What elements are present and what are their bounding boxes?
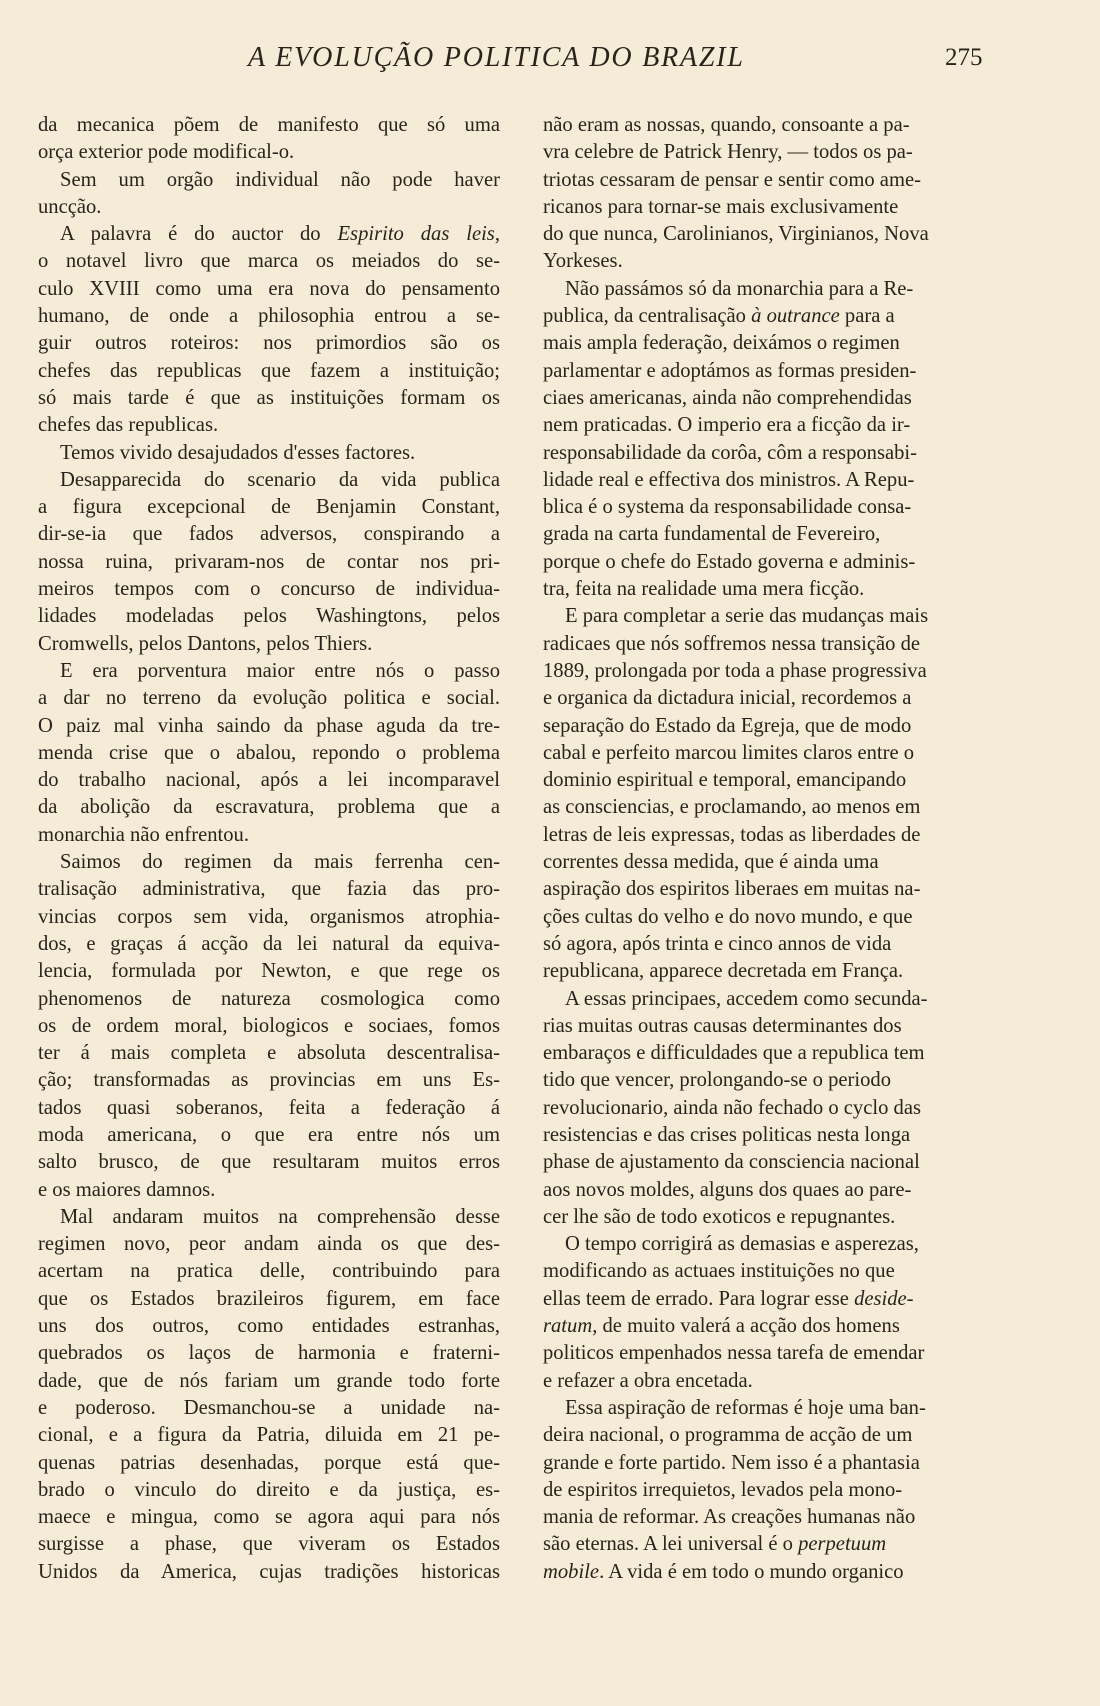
text-line: Desapparecida do scenario da vida publica — [60, 468, 500, 491]
text-line: cer lhe são de todo exoticos e repugnantes. — [543, 1205, 896, 1228]
text-line: Não passámos só da monarchia para a Re- — [565, 277, 914, 300]
text-line: phenomenos de natureza cosmologica como — [38, 987, 500, 1010]
text-line: que os Estados brazileiros figurem, em face — [38, 1287, 500, 1310]
text-line: cabal e perfeito marcou limites claros entre o — [543, 741, 915, 764]
text-line: cional, e a figura da Patria, diluida em 21 pe- — [38, 1424, 500, 1447]
text-line: e refazer a obra encetada. — [543, 1369, 753, 1392]
text-line: ciaes americanas, ainda não comprehendidas — [543, 386, 912, 409]
page-header — [0, 42, 1100, 82]
text-line: grande e forte partido. Nem isso é a phantasia — [543, 1451, 920, 1474]
text-line: parlamentar e adoptámos as formas presiden- — [543, 359, 917, 382]
text-line: de espiritos irrequietos, levados pela mono- — [543, 1478, 903, 1501]
text-line: Yorkeses. — [543, 250, 623, 273]
text-line: E para completar a serie das mudanças mais — [565, 605, 929, 628]
text-line: embaraços e difficuldades que a republica tem — [543, 1042, 925, 1065]
text-line: dos, e graças á acção da lei natural da equiva- — [38, 932, 500, 955]
text-line: e poderoso. Desmanchou-se a unidade na- — [38, 1396, 500, 1419]
text-line: surgisse a phase, que viveram os Estados — [38, 1533, 500, 1556]
text-line: aos novos moldes, alguns dos quaes ao pare- — [543, 1178, 912, 1201]
text-line: a figura excepcional de Benjamin Constant, — [38, 496, 500, 519]
text-line: separação do Estado da Egreja, que de modo — [543, 714, 912, 737]
page-number: 275 — [945, 44, 983, 71]
text-line: tados quasi soberanos, feita a federação á — [38, 1096, 500, 1119]
text-line: da mecanica põem de manifesto que só uma — [38, 114, 500, 136]
text-line: monarchia não enfrentou. — [38, 823, 249, 846]
text-line: quebrados os laços de harmonia e fraterni- — [38, 1342, 500, 1365]
text-line: Mal andaram muitos na comprehensão desse — [60, 1205, 500, 1228]
text-line: e os maiores damnos. — [38, 1178, 216, 1201]
text-line: guir outros roteiros: nos primordios são os — [38, 332, 500, 355]
text-line: do trabalho nacional, após a lei incomparavel — [38, 769, 500, 792]
text-line: A palavra é do auctor do Espirito das leis, — [60, 223, 500, 246]
text-line: Essa aspiração de reformas é hoje uma ban- — [565, 1396, 926, 1419]
text-line: letras de leis expressas, todas as liberdades de — [543, 823, 921, 846]
text-line: politicos empenhados nessa tarefa de emendar — [543, 1342, 925, 1365]
text-line: dade, que de nós fariam um grande todo forte — [38, 1369, 500, 1392]
text-line: phase de ajustamento da consciencia nacional — [543, 1151, 920, 1174]
text-line: moda americana, o que era entre nós um — [38, 1123, 500, 1146]
text-line: mania de reformar. As creações humanas não — [543, 1506, 916, 1529]
text-line: triotas cessaram de pensar e sentir como ame- — [543, 168, 921, 191]
text-line: 1889, prolongada por toda a phase progressiva — [543, 659, 927, 682]
text-line: lidades modeladas pelos Washingtons, pelos — [38, 605, 500, 628]
text-line: responsabilidade da corôa, côm a responsabi- — [543, 441, 917, 464]
text-line: mais ampla federação, deixámos o regimen — [543, 332, 900, 355]
text-line: grada na carta fundamental de Fevereiro, — [543, 523, 881, 546]
text-line: vincias corpos sem vida, organismos atrophia- — [38, 905, 500, 928]
text-line: mobile. A vida é em todo o mundo organico — [543, 1560, 904, 1583]
text-line: correntes dessa medida, que é ainda uma — [543, 851, 879, 874]
text-line: maece e mingua, como se agora aqui para nós — [38, 1506, 500, 1529]
text-line: E era porventura maior entre nós o passo — [60, 659, 500, 682]
text-line: salto brusco, de que resultaram muitos erros — [38, 1151, 500, 1174]
right-text-column — [543, 112, 1013, 1586]
left-text-column — [38, 112, 500, 1586]
text-line: Temos vivido desajudados d'esses factores. — [60, 441, 416, 464]
text-line: brado o vinculo do direito e da justiça, es- — [38, 1478, 500, 1501]
text-line: culo XVIII como uma era nova do pensamento — [38, 277, 500, 300]
text-line: humano, de onde a philosophia entrou a se- — [38, 305, 500, 328]
text-line: quenas patrias desenhadas, porque está que- — [38, 1451, 500, 1474]
text-line: o notavel livro que marca os meiados do se- — [38, 250, 500, 273]
text-line: modificando as actuaes instituições no que — [543, 1260, 895, 1283]
text-line: Saimos do regimen da mais ferrenha cen- — [60, 851, 500, 874]
text-line: nossa ruina, privaram-nos de contar nos pri- — [38, 550, 500, 573]
text-line: nem praticadas. O imperio era a ficção da ir- — [543, 414, 911, 437]
text-line: meiros tempos com o concurso de individua- — [38, 578, 500, 601]
text-line: a dar no terreno da evolução politica e social. — [38, 687, 500, 710]
text-line: resistencias e das crises politicas nesta longa — [543, 1123, 911, 1146]
text-line: deira nacional, o programma de acção de um — [543, 1424, 913, 1447]
text-line: da abolição da escravatura, problema que a — [38, 796, 500, 819]
text-line: menda crise que o abalou, repondo o problema — [38, 741, 500, 764]
text-line: uncção. — [38, 195, 102, 218]
text-line: lencia, formulada por Newton, e que rege os — [38, 960, 500, 983]
text-line: ratum, de muito valerá a acção dos homens — [543, 1315, 900, 1338]
text-line: ellas teem de errado. Para lograr esse deside- — [543, 1287, 914, 1310]
text-line: A essas principaes, accedem como secunda- — [565, 987, 928, 1010]
text-line: orça exterior pode modifical-o. — [38, 141, 295, 164]
text-line: ter á mais completa e absoluta descentralisa- — [38, 1042, 500, 1065]
text-line: revolucionario, ainda não fechado o cyclo das — [543, 1096, 921, 1119]
text-line: dir-se-ia que fados adversos, conspirando a — [38, 523, 500, 546]
text-line: Cromwells, pelos Dantons, pelos Thiers. — [38, 632, 373, 655]
text-line: são eternas. A lei universal é o perpetuum — [543, 1533, 887, 1556]
text-line: porque o chefe do Estado governa e adminis- — [543, 550, 916, 573]
text-line: O paiz mal vinha saindo da phase aguda da tre- — [38, 714, 500, 737]
text-line: ções cultas do velho e do novo mundo, e que — [543, 905, 913, 928]
text-line: publica, da centralisação à outrance para a — [543, 305, 895, 328]
text-line: Sem um orgão individual não pode haver — [60, 168, 500, 191]
text-line: só agora, após trinta e cinco annos de vida — [543, 932, 892, 955]
text-line: chefes das republicas. — [38, 414, 219, 437]
text-line: só mais tarde é que as instituições formam os — [38, 386, 500, 409]
text-line: aspiração dos espiritos liberaes em muitas na- — [543, 878, 921, 901]
text-line: acertam na pratica delle, contribuindo para — [38, 1260, 500, 1283]
text-line: e organica da dictadura inicial, recordemos a — [543, 687, 912, 710]
text-line: tra, feita na realidade uma mera ficção. — [543, 578, 865, 601]
text-line: ção; transformadas as provincias em uns Es- — [38, 1069, 500, 1092]
text-line: do que nunca, Carolinianos, Virginianos, Nova — [543, 223, 929, 246]
text-line: radicaes que nós soffremos nessa transição de — [543, 632, 921, 655]
text-line: os de ordem moral, biologicos e sociaes, fomos — [38, 1014, 500, 1037]
text-line: lidade real e effectiva dos ministros. A Repu- — [543, 468, 915, 491]
text-line: dominio espiritual e temporal, emancipando — [543, 769, 907, 792]
text-line: O tempo corrigirá as demasias e asperezas, — [565, 1233, 919, 1256]
text-line: blica é o systema da responsabilidade consa- — [543, 496, 912, 519]
text-line: tralisação administrativa, que fazia das pro- — [38, 878, 500, 901]
text-line: chefes das republicas que fazem a instituição; — [38, 359, 500, 382]
text-line: uns dos outros, como entidades estranhas, — [38, 1315, 500, 1338]
text-line: não eram as nossas, quando, consoante a pa- — [543, 114, 910, 136]
text-line: as consciencias, e proclamando, ao menos em — [543, 796, 921, 819]
text-line: vra celebre de Patrick Henry, — todos os pa- — [543, 141, 913, 164]
running-title: A EVOLUÇÃO POLITICA DO BRAZIL — [248, 42, 745, 73]
text-line: republicana, apparece decretada em França. — [543, 960, 904, 983]
text-line: Unidos da America, cujas tradições historicas — [38, 1560, 500, 1583]
text-line: ricanos para tornar-se mais exclusivamente — [543, 195, 899, 218]
text-line: rias muitas outras causas determinantes dos — [543, 1014, 902, 1037]
text-line: tido que vencer, prolongando-se o periodo — [543, 1069, 892, 1092]
text-line: regimen novo, peor andam ainda os que des- — [38, 1233, 500, 1256]
